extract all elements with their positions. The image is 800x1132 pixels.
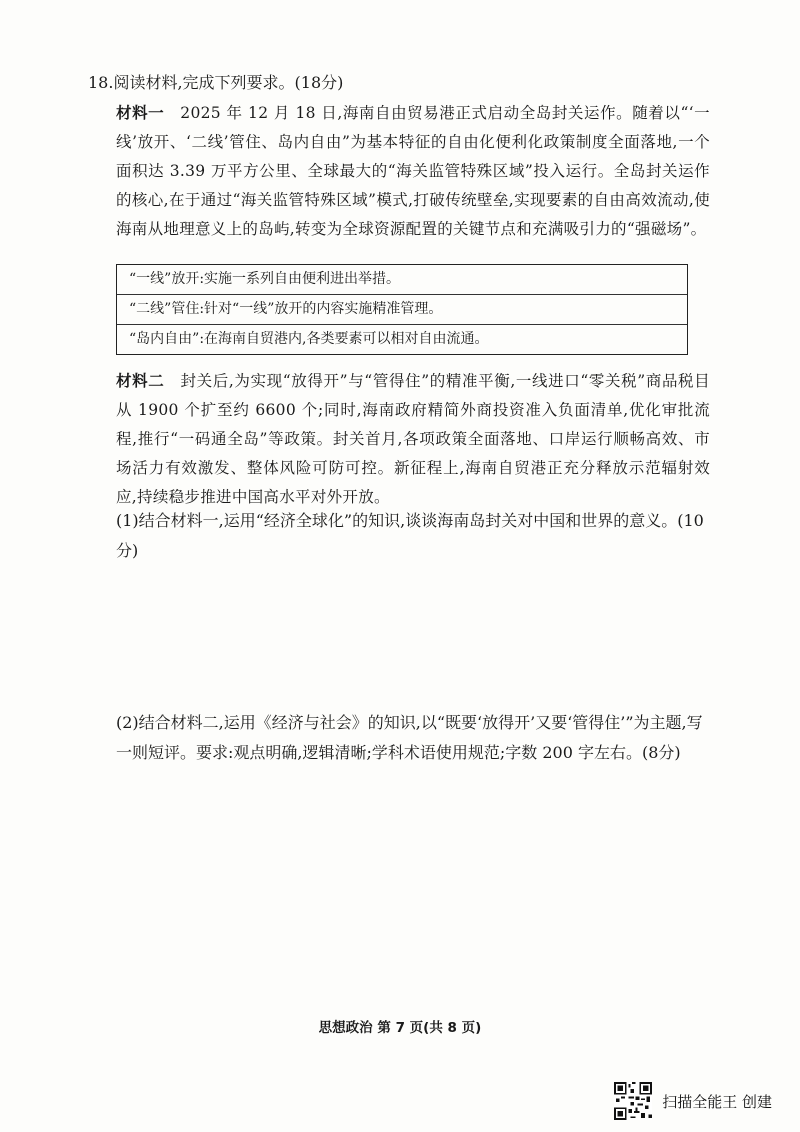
scanner-watermark — [614, 1081, 772, 1121]
policy-row-island-free: “岛内自由”:在海南自贸港内,各类要素可以相对自由流通。 — [129, 331, 489, 347]
question-title: 18.阅读材料,完成下列要求。(18分) — [88, 73, 344, 92]
sub-question-1: (1)结合材料一,运用“经济全球化”的知识,谈谈海南岛封关对中国和世界的意义。(10分) — [116, 511, 704, 560]
policy-table — [116, 264, 688, 355]
watermark-text: 扫描全能王 创建 — [662, 1092, 772, 1111]
material-2-text: 封关后,为实现“放得开”与“管得住”的精准平衡,一线进口“零关税”商品税目从 1900 个扩至约 6600 个;同时,海南政府精简外商投资准入负面清单,优化审批流程,推行“一码通全岛”等政策。封关首月,各项政策全面落地、口岸运行顺畅高效、市场活力有效激发、整体风险可防可控。新征程上,海南自贸港正充分释放示范辐射效应,持续稳步推进中国高水平对外开放。 — [116, 372, 710, 506]
material-2-label: 材料二 — [116, 371, 165, 390]
material-2 — [116, 366, 710, 512]
qr-code-icon — [614, 1082, 652, 1120]
page-footer: 思想政治 第 7 页(共 8 页) — [318, 1020, 482, 1036]
material-1 — [116, 98, 710, 244]
sub-question-2: (2)结合材料二,运用《经济与社会》的知识,以“既要‘放得开’又要‘管得住’”为主题,写一则短评。要求:观点明确,逻辑清晰;学科术语使用规范;字数 200 字左右。(8分) — [116, 713, 703, 762]
policy-row-first-line: “一线”放开:实施一系列自由便利进出举措。 — [117, 265, 687, 295]
material-1-label: 材料一 — [116, 103, 165, 122]
policy-row-second-line: “二线”管住:针对“一线”放开的内容实施精准管理。 — [117, 295, 687, 325]
material-1-text: 2025 年 12 月 18 日,海南自由贸易港正式启动全岛封关运作。随着以“‘一线’放开、‘二线’管住、岛内自由”为基本特征的自由化便利化政策制度全面落地,一个面积达 3.39 万平方公里、全球最大的“海关监管特殊区域”投入运行。全岛封关运作的核心,在于通过“海关监管特殊区域”模式,打破传统壁垒,实现要素的自由高效流动,使海南从地理意义上的岛屿,转变为全球资源配置的关键节点和充满吸引力的“强磁场”。 — [116, 104, 710, 238]
